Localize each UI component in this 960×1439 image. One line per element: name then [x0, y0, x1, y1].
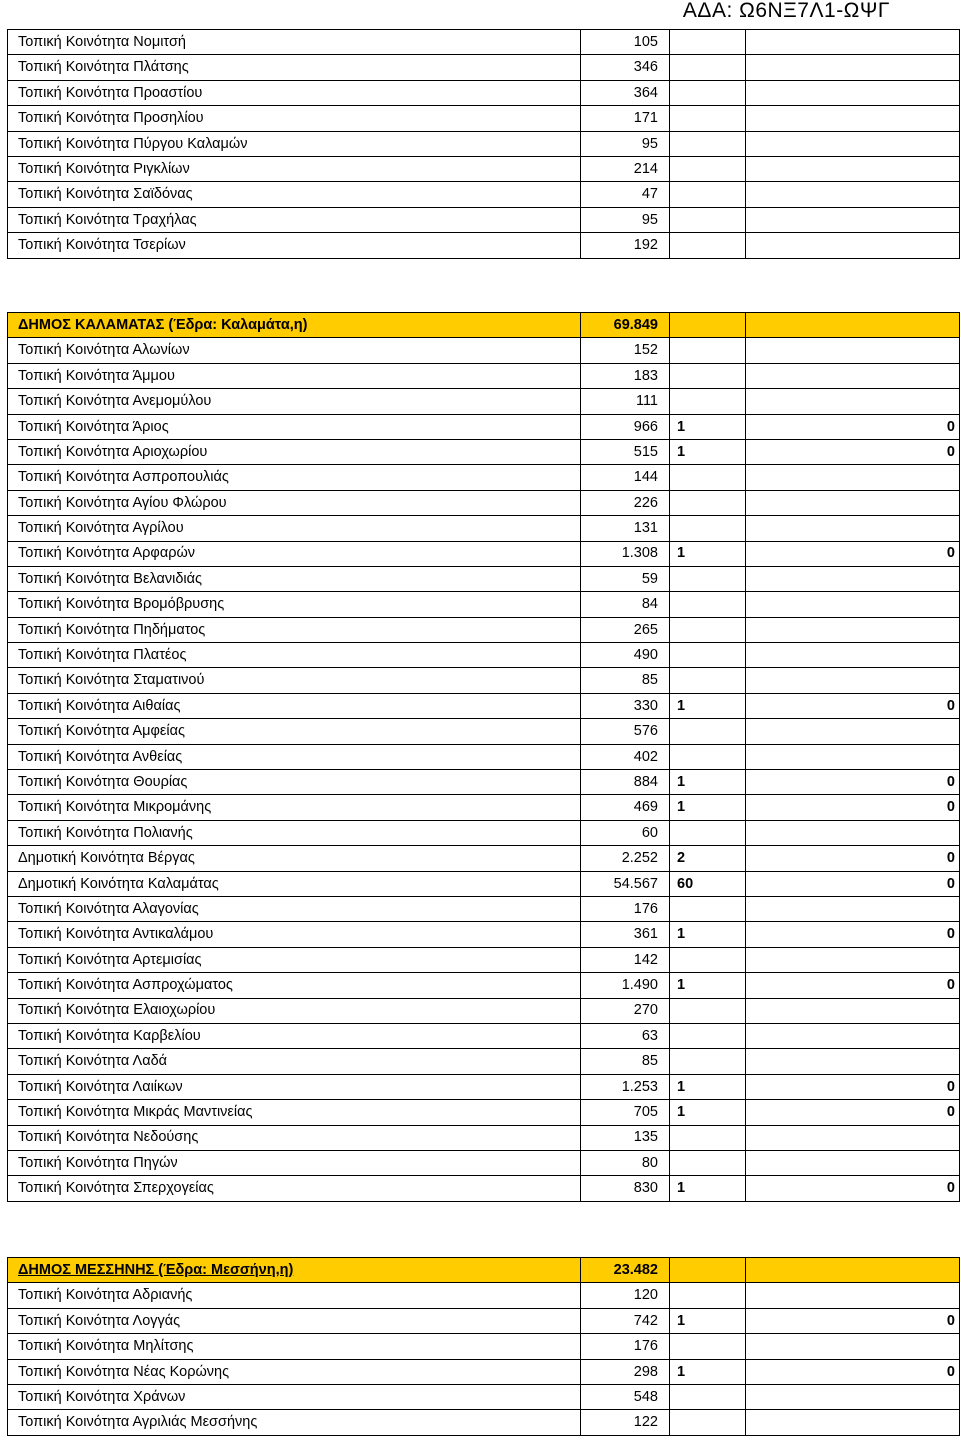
- community-col-a: [670, 363, 746, 388]
- community-col-b: [746, 947, 960, 972]
- community-col-a: 2: [670, 846, 746, 871]
- community-col-a: [670, 1125, 746, 1150]
- municipality-header-row: [8, 1258, 960, 1283]
- municipality-col-a: [670, 1258, 746, 1283]
- community-population: 84: [581, 592, 670, 617]
- community-col-a: [670, 1334, 746, 1359]
- community-col-a: 60: [670, 871, 746, 896]
- table-row: [8, 182, 960, 207]
- community-col-b: [746, 30, 960, 55]
- community-col-a: [670, 207, 746, 232]
- community-col-a: [670, 719, 746, 744]
- community-name: Τοπική Κοινότητα Πολιανής: [8, 820, 581, 845]
- community-col-a: [670, 1283, 746, 1308]
- table-row: [8, 871, 960, 896]
- table-row: [8, 770, 960, 795]
- table-row: [8, 1410, 960, 1435]
- community-name: Δημοτική Κοινότητα Βέργας: [8, 846, 581, 871]
- community-name: Τοπική Κοινότητα Ριγκλίων: [8, 156, 581, 181]
- community-name: Τοπική Κοινότητα Τσερίων: [8, 233, 581, 258]
- table-row: [8, 1125, 960, 1150]
- table-row: [8, 947, 960, 972]
- table-row: [8, 1074, 960, 1099]
- community-name: Τοπική Κοινότητα Πηγών: [8, 1150, 581, 1175]
- community-col-b: [746, 1150, 960, 1175]
- table-row: [8, 668, 960, 693]
- community-col-a: 1: [670, 414, 746, 439]
- table-row: [8, 846, 960, 871]
- community-col-b: 0: [746, 871, 960, 896]
- community-col-b: [746, 998, 960, 1023]
- community-col-a: [670, 947, 746, 972]
- community-col-b: [746, 820, 960, 845]
- community-name: Τοπική Κοινότητα Αλωνίων: [8, 338, 581, 363]
- community-col-b: [746, 490, 960, 515]
- community-col-a: [670, 566, 746, 591]
- community-col-a: [670, 156, 746, 181]
- community-col-a: 1: [670, 439, 746, 464]
- community-population: 270: [581, 998, 670, 1023]
- community-name: Τοπική Κοινότητα Αρτεμισίας: [8, 947, 581, 972]
- table-row: [8, 30, 960, 55]
- community-col-a: [670, 55, 746, 80]
- community-population: 1.308: [581, 541, 670, 566]
- community-col-b: [746, 643, 960, 668]
- community-name: Τοπική Κοινότητα Αντικαλάμου: [8, 922, 581, 947]
- community-name: Τοπική Κοινότητα Λαιίκων: [8, 1074, 581, 1099]
- community-name: Δημοτική Κοινότητα Καλαμάτας: [8, 871, 581, 896]
- community-population: 60: [581, 820, 670, 845]
- community-col-b: [746, 106, 960, 131]
- community-col-a: 1: [670, 1074, 746, 1099]
- community-name: Τοπική Κοινότητα Λαδά: [8, 1049, 581, 1074]
- community-col-b: [746, 1125, 960, 1150]
- community-col-b: [746, 131, 960, 156]
- table-row: [8, 1359, 960, 1384]
- community-population: 402: [581, 744, 670, 769]
- community-name: Τοπική Κοινότητα Αγρίλου: [8, 516, 581, 541]
- community-col-a: 1: [670, 541, 746, 566]
- table-row: [8, 1150, 960, 1175]
- table-row: [8, 363, 960, 388]
- table-row: [8, 744, 960, 769]
- community-col-b: [746, 465, 960, 490]
- table-row: [8, 922, 960, 947]
- table-row: [8, 566, 960, 591]
- table-section-1: [7, 29, 960, 259]
- table-row: [8, 131, 960, 156]
- community-col-a: 1: [670, 693, 746, 718]
- municipality-name: ΔΗΜΟΣ ΜΕΣΣΗΝΗΣ (Έδρα: Μεσσήνη,η): [8, 1258, 581, 1283]
- table-row: [8, 1100, 960, 1125]
- community-name: Τοπική Κοινότητα Πλάτσης: [8, 55, 581, 80]
- community-name: Τοπική Κοινότητα Σαϊδόνας: [8, 182, 581, 207]
- community-name: Τοπική Κοινότητα Νέας Κορώνης: [8, 1359, 581, 1384]
- table-row: [8, 439, 960, 464]
- community-population: 152: [581, 338, 670, 363]
- ada-code: ΑΔΑ: Ω6ΝΞ7Λ1-ΩΨΓ: [682, 0, 890, 22]
- table-section-messini: [7, 1257, 960, 1436]
- table-row: [8, 207, 960, 232]
- community-col-a: [670, 465, 746, 490]
- community-population: 176: [581, 896, 670, 921]
- table-row: [8, 1283, 960, 1308]
- community-col-b: [746, 338, 960, 363]
- municipality-col-a: [670, 313, 746, 338]
- community-name: Τοπική Κοινότητα Αλαγονίας: [8, 896, 581, 921]
- community-name: Τοπική Κοινότητα Προσηλίου: [8, 106, 581, 131]
- community-col-b: [746, 233, 960, 258]
- community-col-a: [670, 182, 746, 207]
- community-col-a: [670, 1150, 746, 1175]
- community-col-a: 1: [670, 795, 746, 820]
- community-population: 142: [581, 947, 670, 972]
- community-col-b: [746, 55, 960, 80]
- community-population: 54.567: [581, 871, 670, 896]
- community-name: Τοπική Κοινότητα Ανεμομύλου: [8, 389, 581, 414]
- community-population: 59: [581, 566, 670, 591]
- table-row: [8, 1176, 960, 1201]
- community-name: Τοπική Κοινότητα Βελανιδιάς: [8, 566, 581, 591]
- table-row: [8, 1023, 960, 1048]
- community-name: Τοπική Κοινότητα Χράνων: [8, 1384, 581, 1409]
- community-population: 361: [581, 922, 670, 947]
- community-col-b: 0: [746, 973, 960, 998]
- community-name: Τοπική Κοινότητα Προαστίου: [8, 80, 581, 105]
- community-col-a: [670, 998, 746, 1023]
- community-col-a: 1: [670, 770, 746, 795]
- community-col-a: 1: [670, 973, 746, 998]
- community-col-b: 0: [746, 439, 960, 464]
- table-body: [8, 1258, 960, 1436]
- community-col-a: [670, 490, 746, 515]
- community-population: 364: [581, 80, 670, 105]
- community-population: 135: [581, 1125, 670, 1150]
- municipality-col-b: [746, 313, 960, 338]
- community-col-a: [670, 80, 746, 105]
- community-col-a: 1: [670, 1176, 746, 1201]
- community-population: 966: [581, 414, 670, 439]
- community-name: Τοπική Κοινότητα Ελαιοχωρίου: [8, 998, 581, 1023]
- table-row: [8, 1308, 960, 1333]
- municipality-population: 23.482: [581, 1258, 670, 1283]
- community-population: 576: [581, 719, 670, 744]
- community-population: 705: [581, 1100, 670, 1125]
- community-col-b: 0: [746, 846, 960, 871]
- table-row: [8, 643, 960, 668]
- community-col-b: [746, 1023, 960, 1048]
- community-population: 80: [581, 1150, 670, 1175]
- community-col-a: [670, 820, 746, 845]
- municipality-header-row: [8, 313, 960, 338]
- community-name: Τοπική Κοινότητα Βρομόβρυσης: [8, 592, 581, 617]
- community-population: 95: [581, 131, 670, 156]
- table-body: [8, 30, 960, 259]
- community-col-a: [670, 1410, 746, 1435]
- community-col-b: [746, 1384, 960, 1409]
- community-population: 830: [581, 1176, 670, 1201]
- community-name: Τοπική Κοινότητα Θουρίας: [8, 770, 581, 795]
- table-row: [8, 1049, 960, 1074]
- community-col-a: 1: [670, 1359, 746, 1384]
- community-population: 548: [581, 1384, 670, 1409]
- community-col-a: [670, 744, 746, 769]
- community-population: 214: [581, 156, 670, 181]
- community-col-b: [746, 156, 960, 181]
- community-col-b: [746, 617, 960, 642]
- community-name: Τοπική Κοινότητα Ασπροχώματος: [8, 973, 581, 998]
- community-population: 85: [581, 1049, 670, 1074]
- community-name: Τοπική Κοινότητα Ασπροπουλιάς: [8, 465, 581, 490]
- community-col-b: [746, 1410, 960, 1435]
- community-col-a: [670, 592, 746, 617]
- community-population: 176: [581, 1334, 670, 1359]
- community-col-b: [746, 1283, 960, 1308]
- community-col-b: [746, 719, 960, 744]
- community-population: 469: [581, 795, 670, 820]
- community-col-b: 0: [746, 795, 960, 820]
- community-col-a: 1: [670, 1308, 746, 1333]
- community-col-a: [670, 131, 746, 156]
- table-row: [8, 541, 960, 566]
- community-population: 120: [581, 1283, 670, 1308]
- community-population: 85: [581, 668, 670, 693]
- community-col-b: [746, 592, 960, 617]
- community-population: 47: [581, 182, 670, 207]
- community-population: 192: [581, 233, 670, 258]
- table-row: [8, 465, 960, 490]
- community-col-b: [746, 516, 960, 541]
- community-name: Τοπική Κοινότητα Καρβελίου: [8, 1023, 581, 1048]
- community-col-b: 0: [746, 414, 960, 439]
- table-row: [8, 719, 960, 744]
- community-name: Τοπική Κοινότητα Τραχήλας: [8, 207, 581, 232]
- community-population: 122: [581, 1410, 670, 1435]
- community-col-b: [746, 1334, 960, 1359]
- community-population: 95: [581, 207, 670, 232]
- table-row: [8, 338, 960, 363]
- community-population: 63: [581, 1023, 670, 1048]
- table-row: [8, 1334, 960, 1359]
- table-row: [8, 106, 960, 131]
- community-name: Τοπική Κοινότητα Αγριλιάς Μεσσήνης: [8, 1410, 581, 1435]
- table-row: [8, 795, 960, 820]
- community-population: 183: [581, 363, 670, 388]
- table-row: [8, 233, 960, 258]
- community-col-a: [670, 233, 746, 258]
- community-population: 144: [581, 465, 670, 490]
- table-row: [8, 820, 960, 845]
- community-name: Τοπική Κοινότητα Άμμου: [8, 363, 581, 388]
- community-name: Τοπική Κοινότητα Αδριανής: [8, 1283, 581, 1308]
- community-population: 2.252: [581, 846, 670, 871]
- community-population: 884: [581, 770, 670, 795]
- community-name: Τοπική Κοινότητα Λογγάς: [8, 1308, 581, 1333]
- community-population: 1.253: [581, 1074, 670, 1099]
- community-col-b: [746, 1049, 960, 1074]
- community-col-b: 0: [746, 1100, 960, 1125]
- community-name: Τοπική Κοινότητα Πύργου Καλαμών: [8, 131, 581, 156]
- table-row: [8, 156, 960, 181]
- community-col-b: [746, 668, 960, 693]
- community-name: Τοπική Κοινότητα Πηδήματος: [8, 617, 581, 642]
- community-name: Τοπική Κοινότητα Νομιτσή: [8, 30, 581, 55]
- community-population: 298: [581, 1359, 670, 1384]
- community-population: 131: [581, 516, 670, 541]
- community-name: Τοπική Κοινότητα Αμφείας: [8, 719, 581, 744]
- table-body: [8, 313, 960, 1202]
- community-population: 171: [581, 106, 670, 131]
- community-col-b: 0: [746, 1359, 960, 1384]
- community-population: 111: [581, 389, 670, 414]
- table-row: [8, 516, 960, 541]
- municipality-name: ΔΗΜΟΣ ΚΑΛΑΜΑΤΑΣ (Έδρα: Καλαμάτα,η): [8, 313, 581, 338]
- community-population: 515: [581, 439, 670, 464]
- community-col-a: [670, 643, 746, 668]
- table-row: [8, 973, 960, 998]
- table-row: [8, 693, 960, 718]
- community-col-a: [670, 338, 746, 363]
- table-row: [8, 592, 960, 617]
- community-name: Τοπική Κοινότητα Αιθαίας: [8, 693, 581, 718]
- community-col-a: [670, 389, 746, 414]
- table-row: [8, 490, 960, 515]
- municipality-col-b: [746, 1258, 960, 1283]
- community-col-b: 0: [746, 922, 960, 947]
- municipality-population: 69.849: [581, 313, 670, 338]
- community-col-b: [746, 207, 960, 232]
- community-name: Τοπική Κοινότητα Μηλίτσης: [8, 1334, 581, 1359]
- community-name: Τοπική Κοινότητα Μικράς Μαντινείας: [8, 1100, 581, 1125]
- table-row: [8, 389, 960, 414]
- community-name: Τοπική Κοινότητα Αριοχωρίου: [8, 439, 581, 464]
- community-col-a: [670, 896, 746, 921]
- community-name: Τοπική Κοινότητα Ανθείας: [8, 744, 581, 769]
- community-population: 346: [581, 55, 670, 80]
- community-col-a: [670, 1049, 746, 1074]
- table-row: [8, 80, 960, 105]
- community-name: Τοπική Κοινότητα Αγίου Φλώρου: [8, 490, 581, 515]
- community-col-b: [746, 744, 960, 769]
- community-name: Τοπική Κοινότητα Σταματινού: [8, 668, 581, 693]
- community-population: 265: [581, 617, 670, 642]
- community-population: 330: [581, 693, 670, 718]
- community-name: Τοπική Κοινότητα Μικρομάνης: [8, 795, 581, 820]
- community-name: Τοπική Κοινότητα Πλατέος: [8, 643, 581, 668]
- table-row: [8, 617, 960, 642]
- community-col-b: 0: [746, 693, 960, 718]
- community-col-a: [670, 30, 746, 55]
- table-row: [8, 998, 960, 1023]
- community-col-a: [670, 106, 746, 131]
- community-col-a: 1: [670, 922, 746, 947]
- table-section-kalamata: [7, 312, 960, 1202]
- community-col-b: 0: [746, 1074, 960, 1099]
- community-name: Τοπική Κοινότητα Άριος: [8, 414, 581, 439]
- table-row: [8, 414, 960, 439]
- community-col-b: 0: [746, 541, 960, 566]
- community-col-b: 0: [746, 770, 960, 795]
- community-col-b: 0: [746, 1176, 960, 1201]
- community-population: 742: [581, 1308, 670, 1333]
- community-name: Τοπική Κοινότητα Σπερχογείας: [8, 1176, 581, 1201]
- community-name: Τοπική Κοινότητα Νεδούσης: [8, 1125, 581, 1150]
- community-population: 105: [581, 30, 670, 55]
- community-population: 1.490: [581, 973, 670, 998]
- community-col-a: [670, 1384, 746, 1409]
- community-col-b: [746, 363, 960, 388]
- table-row: [8, 896, 960, 921]
- community-col-b: [746, 566, 960, 591]
- community-col-a: [670, 516, 746, 541]
- community-col-b: [746, 389, 960, 414]
- community-col-a: [670, 617, 746, 642]
- community-col-a: 1: [670, 1100, 746, 1125]
- community-col-b: 0: [746, 1308, 960, 1333]
- community-population: 490: [581, 643, 670, 668]
- community-col-b: [746, 80, 960, 105]
- community-population: 226: [581, 490, 670, 515]
- community-col-b: [746, 182, 960, 207]
- community-col-a: [670, 668, 746, 693]
- table-row: [8, 1384, 960, 1409]
- community-col-a: [670, 1023, 746, 1048]
- community-name: Τοπική Κοινότητα Αρφαρών: [8, 541, 581, 566]
- community-col-b: [746, 896, 960, 921]
- table-row: [8, 55, 960, 80]
